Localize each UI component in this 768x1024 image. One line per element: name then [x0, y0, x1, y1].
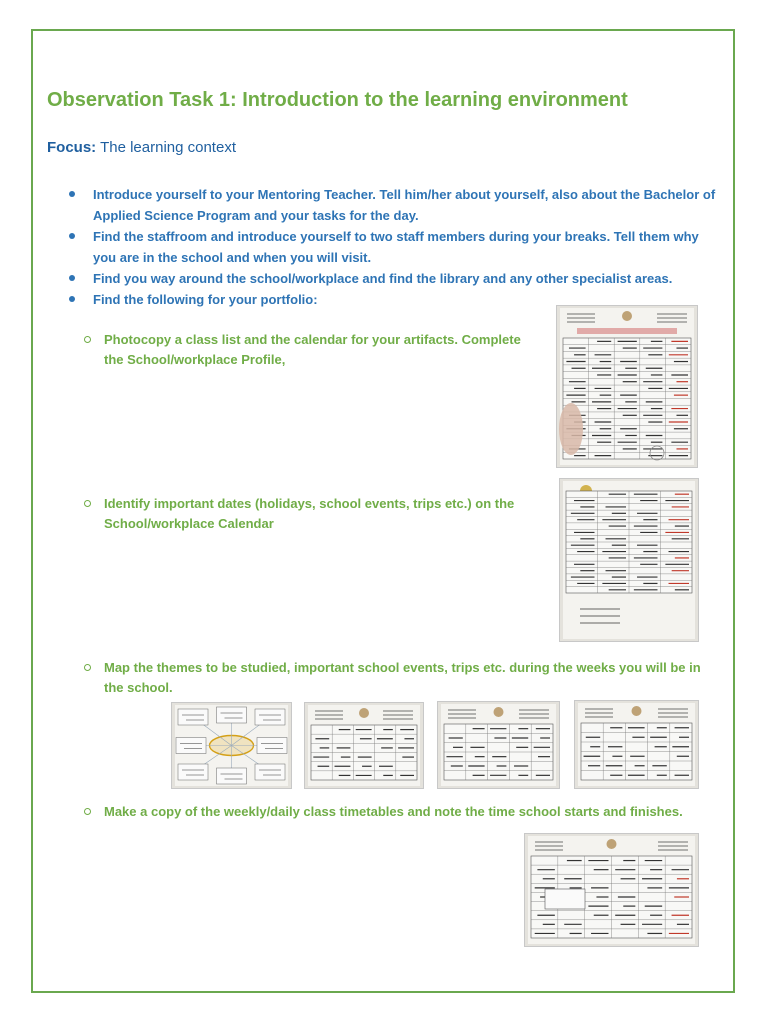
bullet-item: Find the staffroom and introduce yourself to two staff members during your breaks. Tell them why you are in the school and when you will visit. [66, 226, 721, 268]
bullet-item: Find the following for your portfolio: [66, 289, 721, 310]
bullet-dot [69, 296, 75, 302]
bullet-dot [69, 233, 75, 239]
class-list-photo [556, 305, 698, 468]
hollow-bullet-icon [84, 500, 91, 507]
task-bullet-list [66, 184, 721, 310]
page-title: Observation Task 1: Introduction to the learning environment [47, 89, 628, 111]
sub-item-dates: Identify important dates (holidays, school events, trips etc.) on the School/workplace Calendar [84, 494, 539, 534]
focus-line [47, 139, 236, 156]
weekly-plan-photo-1 [304, 702, 424, 789]
focus-text: The learning context [96, 139, 236, 156]
school-calendar-photo [559, 478, 699, 642]
weekly-plan-photo-3 [574, 700, 699, 789]
hollow-bullet-icon [84, 336, 91, 343]
sub-item-themes: Map the themes to be studied, important school events, trips etc. during the weeks you will be in the school. [84, 658, 704, 698]
bullet-dot [69, 191, 75, 197]
bullet-item: Introduce yourself to your Mentoring Teacher. Tell him/her about yourself, also about the Bachelor of Applied Science Program and your tasks for the day. [66, 184, 721, 226]
hollow-bullet-icon [84, 664, 91, 671]
bullet-dot [69, 275, 75, 281]
bullet-item: Find you way around the school/workplace and find the library and any other specialist areas. [66, 268, 721, 289]
focus-label: Focus: [47, 139, 97, 156]
theme-mindmap-photo [171, 702, 292, 789]
class-timetable-photo [524, 833, 699, 947]
sub-item-timetable: Make a copy of the weekly/daily class timetables and note the time school starts and finishes. [84, 802, 724, 822]
weekly-plan-photo-2 [437, 701, 560, 789]
sub-item-photocopy: Photocopy a class list and the calendar for your artifacts. Complete the School/workplace Profile, [84, 330, 529, 370]
hollow-bullet-icon [84, 808, 91, 815]
